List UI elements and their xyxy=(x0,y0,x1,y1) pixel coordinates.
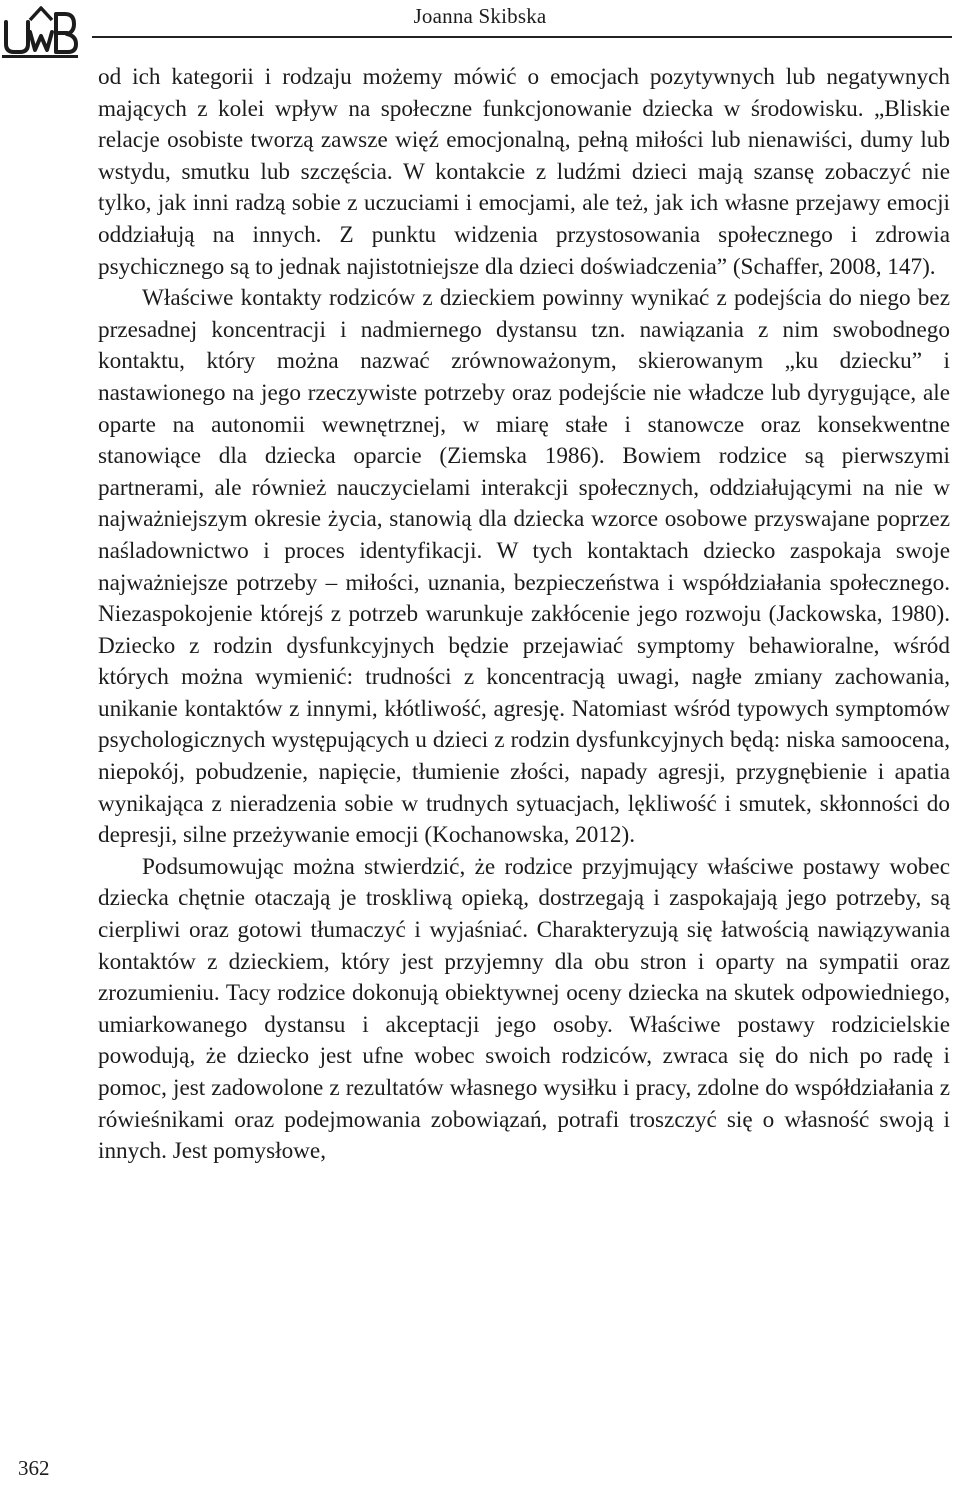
paragraph: Właściwe kontakty rodziców z dzieckiem powinny wynikać z podejścia do niego bez przesadnej koncentracji i nadmiernego dystansu tzn. nawiązania z nim swobodnego kontaktu, który można nazwać zrównoważonym, skierowanym „ku dziecku” i nastawionego na jego rzeczywiste potrzeby oraz podejście nie władcze lub dyrygujące, ale oparte na autonomii wewnętrznej, w miarę stałe i stanowcze oraz konsekwentne stanowiące dla dziecka oparcie (Ziemska 1986). Bowiem rodzice są pierwszymi partnerami, ale również nauczycielami interakcji społecznych, oddziałującymi na nie w najważniejszym okresie życia, stanowią dla dziecka wzorce osobowe przyswajane poprzez naśladownictwo i proces identyfikacji. W tych kontaktach dziecko zaspokaja swoje najważniejsze potrzeby – miłości, uznania, bezpieczeństwa i współdziałania społecznego. Niezaspokojenie którejś z potrzeb warunkuje zakłócenie jego rozwoju (Jackowska, 1980). Dziecko z rodzin dysfunkcyjnych będzie przejawiać symptomy behawioralne, wśród których można wymienić: trudności z koncentracją uwagi, nagłe zmiany zachowania, unikanie kontaktów z innymi, kłótliwość, agresję. Natomiast wśród typowych symptomów psychologicznych występujących u dzieci z rodzin dysfunkcyjnych będą: niska samoocena, niepokój, pobudzenie, napięcie, tłumienie złości, napady agresji, przygnębienie i apatia wynikająca z nieradzenia sobie w trudnych sytuacjach, lękliwość i smutek, skłonności do depresji, silne przeżywanie emocji (Kochanowska, 2012). xyxy=(98,285,950,849)
running-head-author: Joanna Skibska xyxy=(413,4,547,28)
paragraph: od ich kategorii i rodzaju możemy mówić o emocjach pozytywnych lub negatywnych mających z kolei wpływ na społeczne funkcjonowanie dziecka w środowisku. „Bliskie relacje osobiste tworzą zawsze więź emocjonalną, pełną miłości lub nienawiści, dumy lub wstydu, smutku lub szczęścia. W kontakcie z ludźmi dzieci mają szansę zobaczyć nie tylko, jak inni radzą sobie z uczuciami i emocjami, ale też, jak ich własne przejawy emocji oddziałują na innych. Z punktu widzenia przystosowania społecznego i zdrowia psychicznego są to jednak najistotniejsze dla dzieci doświadczenia” (Schaffer, 2008, 147). xyxy=(98,64,950,280)
header-rule xyxy=(92,36,952,38)
paragraph: Podsumowując można stwierdzić, że rodzice przyjmujący właściwe postawy wobec dziecka chętnie otaczają je troskliwą opieką, dostrzegają i zaspokajają jego potrzeby, są cierpliwi oraz gotowi tłumaczyć i wyjaśniać. Charakteryzują się łatwością nawiązywania kontaktów z dzieckiem, który jest przyjemny dla obu stron i oparty na sympatii oraz zrozumieniu. Tacy rodzice dokonują obiektywnej oceny dziecka na skutek odpowiedniego, umiarkowanego dystansu i akceptacji jego osoby. Właściwe postawy rodzicielskie powodują, że dziecko jest ufne wobec swoich rodziców, zwraca się do nich po radę i pomoc, jest zadowolone z rezultatów własnego wysiłku i pracy, zdolne do współdziałania z rówieśnikami oraz podejmowania zobowiązań, potrafi troszczyć się o własność swoją i innych. Jest pomysłowe, xyxy=(98,853,950,1165)
body-text xyxy=(98,62,950,1168)
page-number: 362 xyxy=(18,1456,50,1480)
